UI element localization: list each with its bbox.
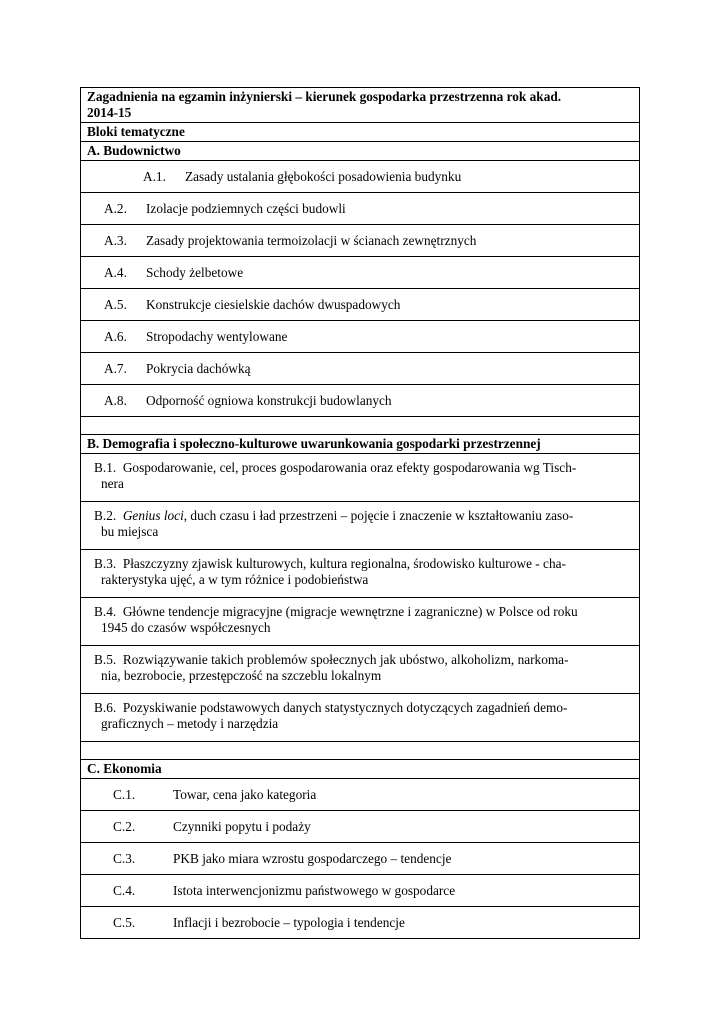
item-text: , duch czasu i ład przestrzeni – pojęcie i znaczenie w kształtowaniu zaso- [183, 508, 574, 523]
section-b-heading: B. Demografia i społeczno-kulturowe uwarunkowania gospodarki przestrzennej [81, 434, 639, 453]
item-text: Gospodarowanie, cel, proces gospodarowania oraz efekty gospodarowania wg Tisch- [122, 460, 577, 475]
item-line-1 [94, 556, 633, 572]
item-italic-term: Genius loci [122, 508, 184, 523]
item-number: C.4. [113, 882, 136, 898]
item-number: B.6. [94, 700, 117, 715]
item-line-1 [94, 652, 633, 668]
item-number: A.4. [104, 264, 127, 280]
document-title [81, 88, 639, 122]
list-item [81, 256, 639, 288]
item-text: Rozwiązywanie takich problemów społecznych jak ubóstwo, alkoholizm, narkoma- [122, 652, 569, 667]
list-item [81, 842, 639, 874]
item-number: B.4. [94, 604, 117, 619]
item-line-1 [94, 604, 633, 620]
item-number: B.2. [94, 508, 117, 523]
list-item [81, 874, 639, 906]
item-number: B.5. [94, 652, 117, 667]
list-item [81, 501, 639, 549]
list-item [81, 693, 639, 741]
section-c-heading: C. Ekonomia [81, 759, 639, 778]
item-number: A.7. [104, 360, 127, 376]
spacer-row [81, 416, 639, 434]
item-number: B.3. [94, 556, 117, 571]
item-text: Pokrycia dachówką [146, 360, 251, 376]
item-text: Odporność ogniowa konstrukcji budowlanych [146, 392, 392, 408]
item-line-2: rakterystyka ujęć, a w tym różnice i podobieństwa [101, 572, 369, 587]
item-text: Główne tendencje migracyjne (migracje wewnętrzne i zagraniczne) w Polsce od roku [122, 604, 578, 619]
item-line-1 [94, 508, 633, 524]
item-number: C.3. [113, 850, 136, 866]
item-line-2: 1945 do czasów współczesnych [101, 620, 271, 635]
list-item [81, 192, 639, 224]
item-text: PKB jako miara wzrostu gospodarczego – tendencje [173, 850, 452, 866]
item-text: Schody żelbetowe [146, 264, 244, 280]
blocks-header: Bloki tematyczne [81, 122, 639, 141]
list-item [81, 778, 639, 810]
item-text: Istota interwencjonizmu państwowego w gospodarce [173, 882, 456, 898]
item-text: Zasady projektowania termoizolacji w ścianach zewnętrznych [146, 232, 477, 248]
item-text: Konstrukcje ciesielskie dachów dwuspadowych [146, 296, 401, 312]
item-text: Pozyskiwanie podstawowych danych statystycznych dotyczących zagadnień demo- [122, 700, 568, 715]
list-item [81, 352, 639, 384]
item-line-1 [94, 460, 633, 476]
item-number: A.2. [104, 200, 127, 216]
list-item [81, 645, 639, 693]
item-number: C.2. [113, 818, 136, 834]
list-item [81, 597, 639, 645]
list-item [81, 288, 639, 320]
section-a-heading: A. Budownictwo [81, 141, 639, 160]
item-line-1 [94, 700, 633, 716]
topics-table [80, 87, 640, 939]
list-item [81, 810, 639, 842]
item-text: Izolacje podziemnych części budowli [146, 200, 346, 216]
item-text: Stropodachy wentylowane [146, 328, 288, 344]
item-line-2: nia, bezrobocie, przestępczość na szczeblu lokalnym [101, 668, 382, 683]
item-text: Towar, cena jako kategoria [173, 786, 317, 802]
title-line-1: Zagadnienia na egzamin inżynierski – kierunek gospodarka przestrzenna rok akad. [87, 89, 562, 104]
item-text: Zasady ustalania głębokości posadowienia budynku [185, 168, 462, 184]
spacer-row [81, 741, 639, 759]
item-text: Inflacji i bezrobocie – typologia i tendencje [173, 914, 405, 930]
item-line-2: graficznych – metody i narzędzia [101, 716, 279, 731]
item-text: Czynniki popytu i podaży [173, 818, 311, 834]
list-item [81, 906, 639, 938]
item-line-2: nera [101, 476, 124, 491]
list-item [81, 320, 639, 352]
list-item [81, 384, 639, 416]
list-item [81, 549, 639, 597]
item-number: C.1. [113, 786, 136, 802]
item-number: A.3. [104, 232, 127, 248]
item-number: A.8. [104, 392, 127, 408]
item-number: A.1. [143, 168, 166, 184]
title-line-2: 2014-15 [87, 105, 132, 120]
list-item [81, 453, 639, 501]
item-number: B.1. [94, 460, 117, 475]
list-item [81, 224, 639, 256]
item-text: Płaszczyzny zjawisk kulturowych, kultura regionalna, środowisko kulturowe - cha- [122, 556, 566, 571]
list-item [81, 160, 639, 192]
item-line-2: bu miejsca [101, 524, 159, 539]
item-number: A.5. [104, 296, 127, 312]
item-number: A.6. [104, 328, 127, 344]
item-number: C.5. [113, 914, 136, 930]
